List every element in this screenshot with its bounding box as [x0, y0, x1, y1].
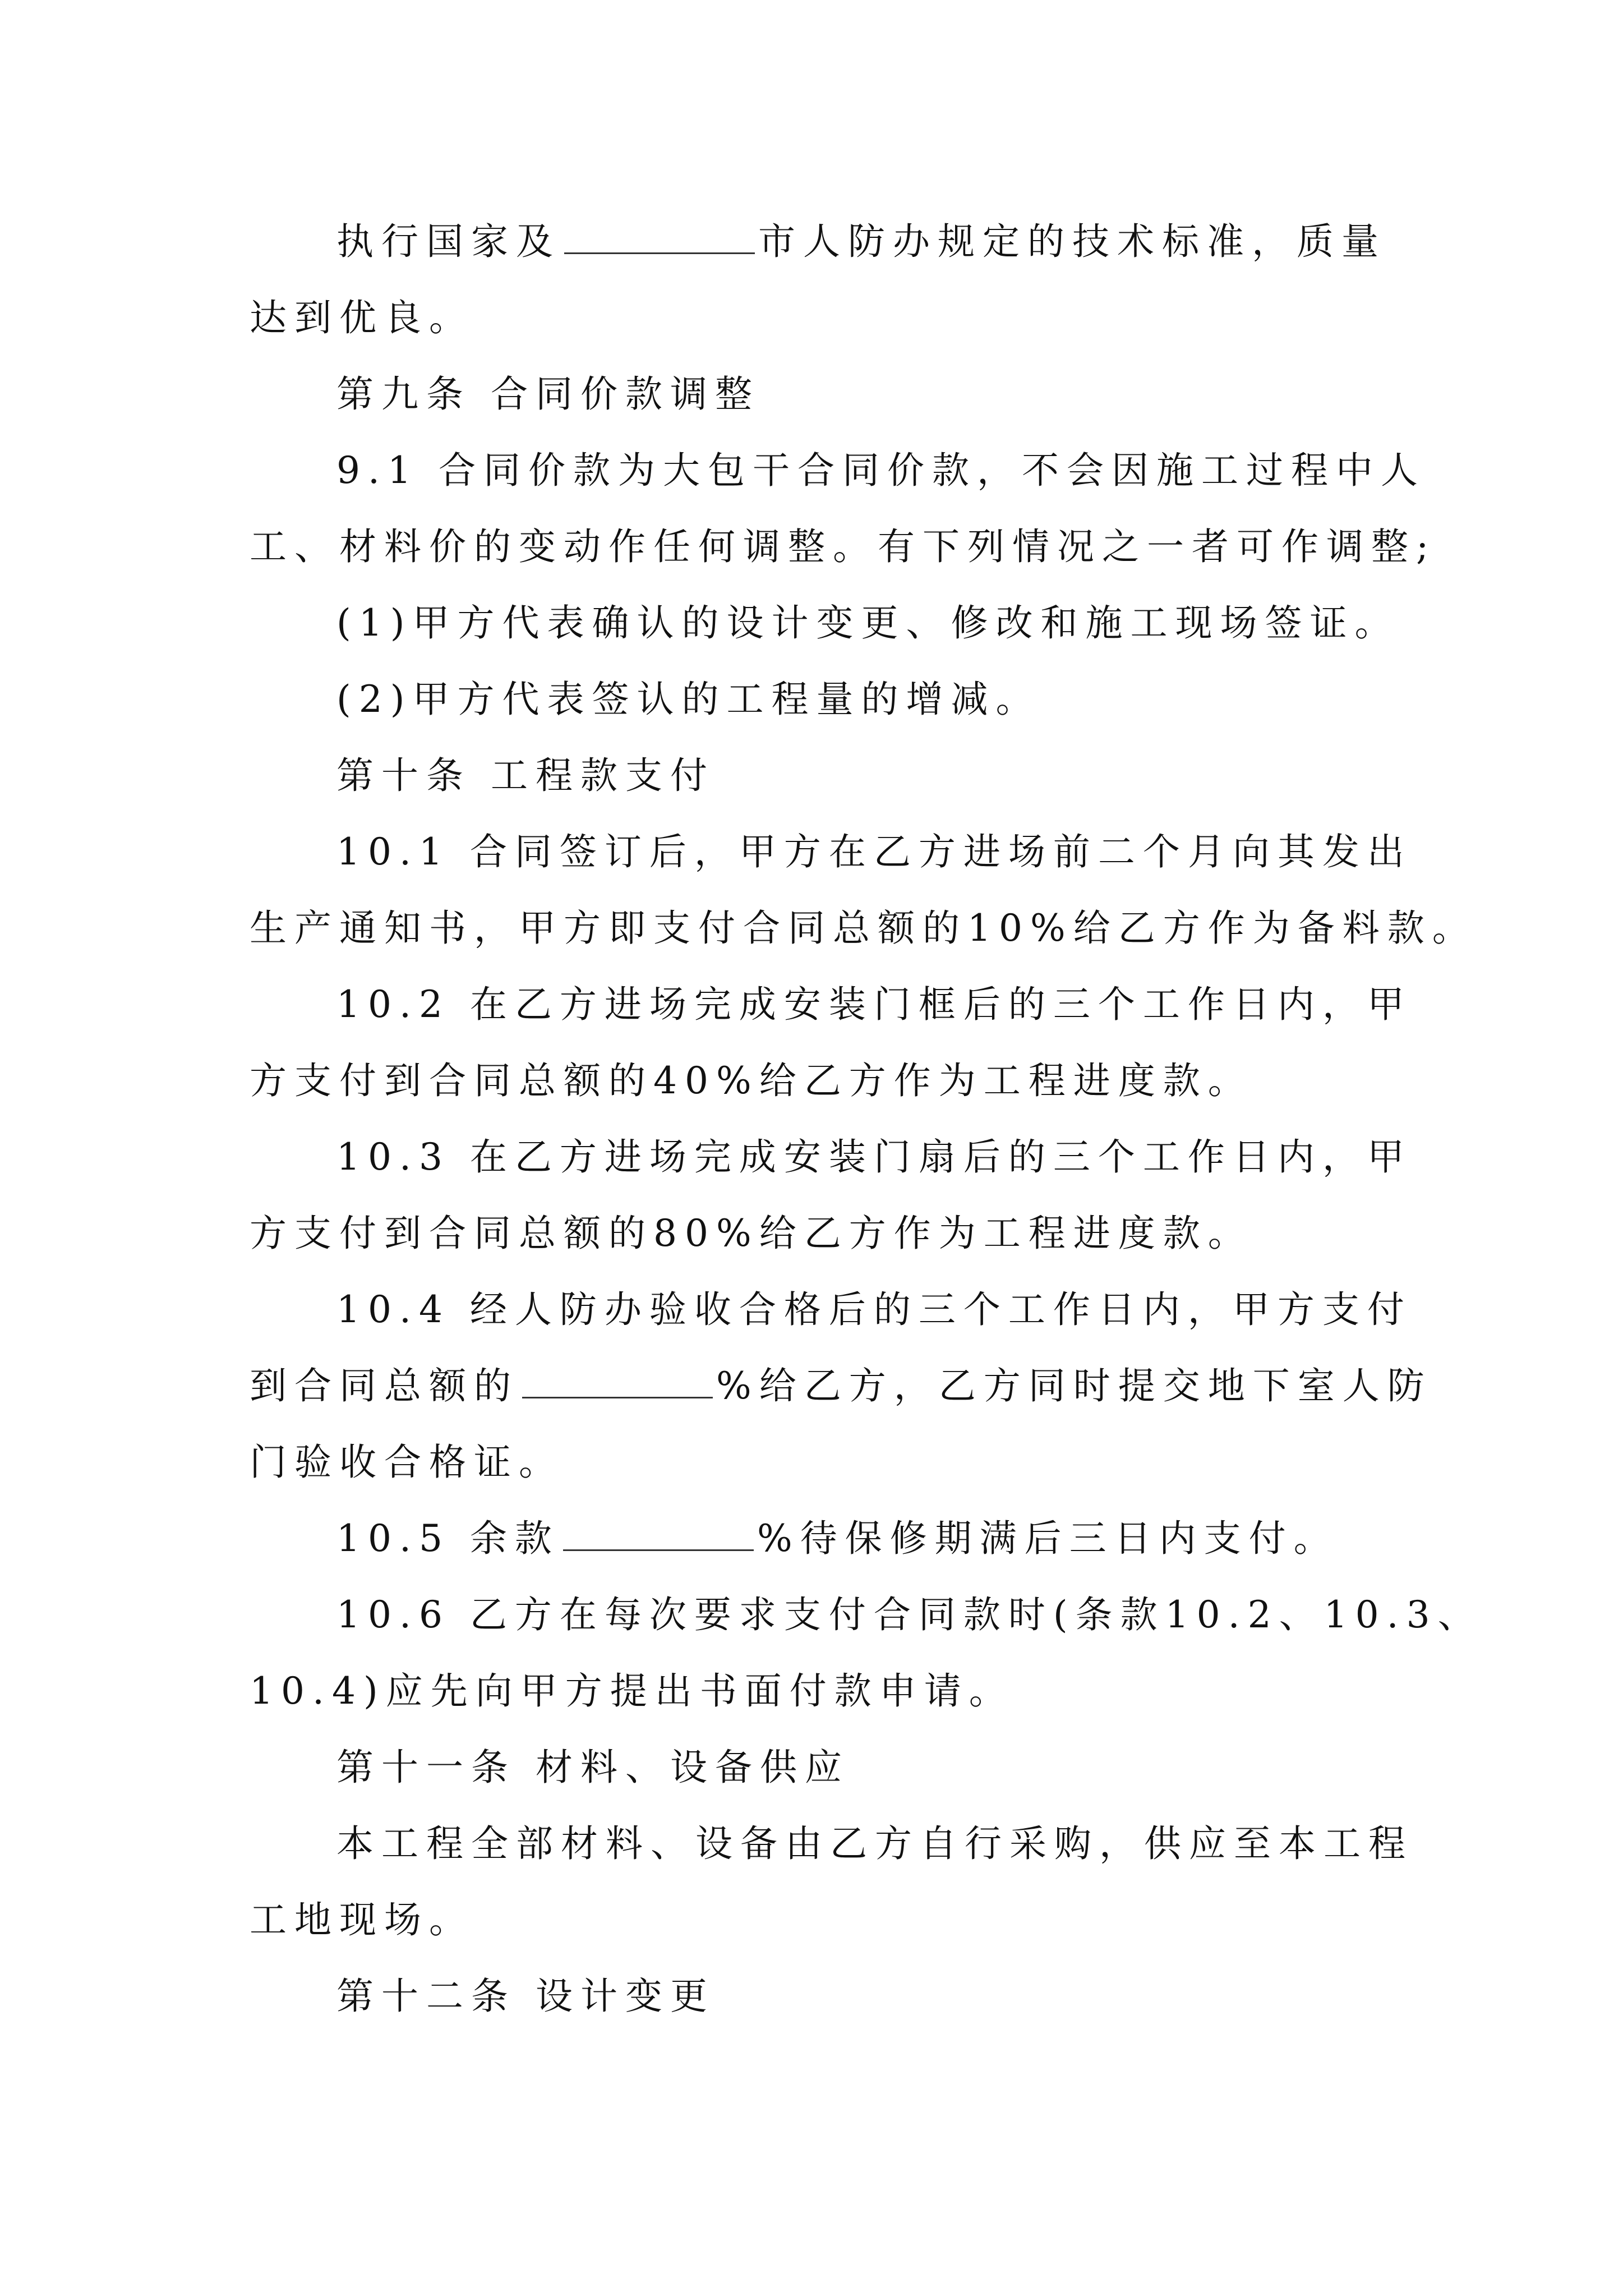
text-span: 到合同总额的	[250, 1364, 519, 1407]
paragraph-line-4: 9.1 合同价款为大包干合同价款，不会因施工过程中人	[336, 449, 1426, 492]
paragraph-line-2: 达到优良。	[250, 296, 474, 339]
fill-in-blank	[564, 251, 755, 254]
paragraph-line-18	[336, 1517, 1339, 1560]
paragraph-line-10: 生产通知书，甲方即支付合同总额的10%给乙方作为备料款。	[250, 907, 1477, 950]
article-heading-11: 第十一条 材料、设备供应	[336, 1746, 850, 1789]
paragraph-line-19: 10.6 乙方在每次要求支付合同款时(条款10.2、10.3、	[336, 1593, 1483, 1636]
paragraph-line-23: 工地现场。	[250, 1898, 474, 1941]
article-heading-9: 第九条 合同价款调整	[336, 372, 760, 416]
text-span: 执行国家及	[336, 220, 561, 263]
paragraph-line-9: 10.1 合同签订后，甲方在乙方进场前二个月向其发出	[336, 830, 1412, 873]
paragraph-line-16	[250, 1364, 1432, 1407]
paragraph-line-17: 门验收合格证。	[250, 1441, 564, 1484]
paragraph-line-22: 本工程全部材料、设备由乙方自行采购，供应至本工程	[336, 1822, 1413, 1865]
article-heading-12: 第十二条 设计变更	[336, 1975, 715, 2018]
paragraph-line-15: 10.4 经人防办验收合格后的三个工作日内，甲方支付	[336, 1288, 1412, 1331]
text-span: %给乙方，乙方同时提交地下室人防	[716, 1364, 1432, 1407]
text-span: 10.5 余款	[336, 1517, 560, 1560]
paragraph-line-11: 10.2 在乙方进场完成安装门框后的三个工作日内，甲	[336, 983, 1412, 1026]
fill-in-blank	[563, 1548, 754, 1551]
text-span: %待保修期满后三日内支付。	[757, 1517, 1339, 1560]
paragraph-line-7: (2)甲方代表签认的工程量的增减。	[336, 678, 1041, 721]
paragraph-line-20: 10.4)应先向甲方提出书面付款申请。	[250, 1669, 1014, 1713]
fill-in-blank	[522, 1396, 713, 1398]
paragraph-line-6: (1)甲方代表确认的设计变更、修改和施工现场签证。	[336, 601, 1400, 645]
paragraph-line-5: 工、材料价的变动作任何调整。有下列情况之一者可作调整;	[250, 525, 1437, 568]
paragraph-line-13: 10.3 在乙方进场完成安装门扇后的三个工作日内，甲	[336, 1135, 1412, 1179]
article-heading-10: 第十条 工程款支付	[336, 754, 715, 797]
paragraph-line-14: 方支付到合同总额的80%给乙方作为工程进度款。	[250, 1212, 1253, 1255]
paragraph-line-1	[336, 220, 1386, 263]
paragraph-line-12: 方支付到合同总额的40%给乙方作为工程进度款。	[250, 1059, 1253, 1102]
text-span: 市人防办规定的技术标准，质量	[758, 220, 1386, 263]
